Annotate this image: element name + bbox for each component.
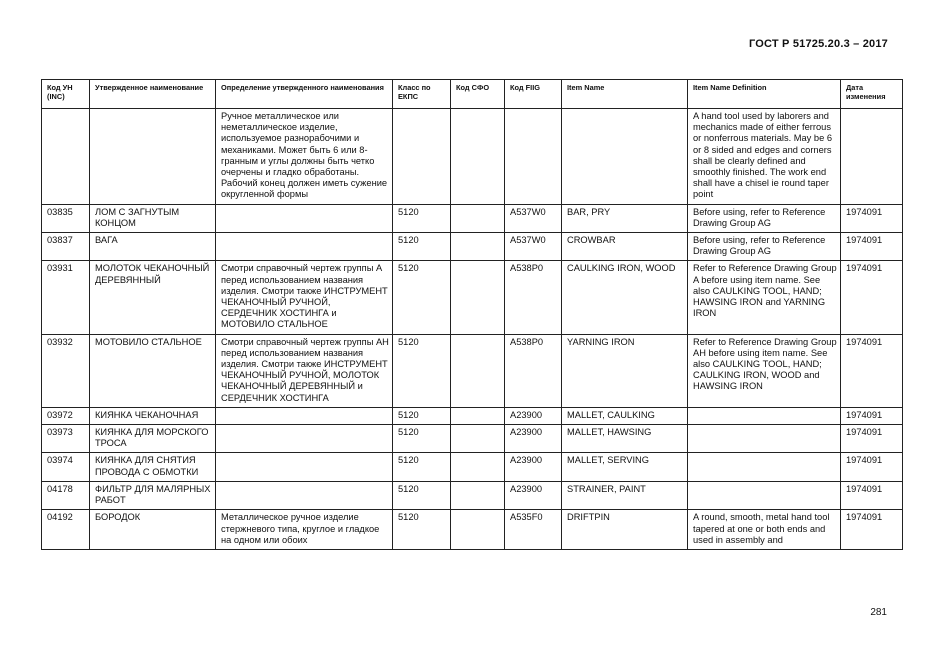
- cell-sfo-code: [451, 453, 505, 481]
- cell-approved-name: ВАГА: [90, 233, 216, 261]
- cell-item-name-definition: [688, 407, 841, 424]
- cell-approved-name: ФИЛЬТР ДЛЯ МАЛЯРНЫХ РАБОТ: [90, 481, 216, 509]
- table-row: [42, 510, 903, 550]
- cell-change-date: 1974091: [841, 334, 903, 407]
- table-row: [42, 407, 903, 424]
- table-row: [42, 425, 903, 453]
- cell-sfo-code: [451, 233, 505, 261]
- cell-definition: [216, 407, 393, 424]
- cell-change-date: [841, 109, 903, 205]
- cell-ekps-class: 5120: [393, 204, 451, 232]
- col-header-change-date: Дата изменения: [841, 80, 903, 109]
- cell-inc: [42, 109, 90, 205]
- cell-ekps-class: [393, 109, 451, 205]
- cell-ekps-class: 5120: [393, 510, 451, 550]
- cell-item-name-definition: Before using, refer to Reference Drawing Group AG: [688, 204, 841, 232]
- classification-table: [41, 79, 903, 550]
- table-row: [42, 334, 903, 407]
- cell-item-name: YARNING IRON: [562, 334, 688, 407]
- cell-definition: [216, 453, 393, 481]
- cell-item-name-definition: [688, 425, 841, 453]
- cell-fiig-code: A537W0: [505, 233, 562, 261]
- cell-inc: 04178: [42, 481, 90, 509]
- cell-sfo-code: [451, 334, 505, 407]
- col-header-ekps-class: Класс по ЕКПС: [393, 80, 451, 109]
- cell-inc: 03932: [42, 334, 90, 407]
- cell-sfo-code: [451, 481, 505, 509]
- cell-fiig-code: [505, 109, 562, 205]
- cell-fiig-code: A538P0: [505, 334, 562, 407]
- cell-approved-name: БОРОДОК: [90, 510, 216, 550]
- cell-item-name-definition: Before using, refer to Reference Drawing Group AG: [688, 233, 841, 261]
- cell-fiig-code: A23900: [505, 407, 562, 424]
- cell-fiig-code: A538P0: [505, 261, 562, 334]
- cell-sfo-code: [451, 109, 505, 205]
- cell-change-date: 1974091: [841, 510, 903, 550]
- cell-change-date: 1974091: [841, 425, 903, 453]
- cell-item-name-definition: [688, 453, 841, 481]
- cell-inc: 03931: [42, 261, 90, 334]
- cell-item-name: DRIFTPIN: [562, 510, 688, 550]
- cell-inc: 03835: [42, 204, 90, 232]
- cell-definition: Ручное металлическое или неметаллическое изделие, используемое разнорабочими и механиками. Может быть 6 или 8-гранным и углы должны быть четко очерчены и гладко обработаны. Рабочий конец должен иметь сужение округленной формы: [216, 109, 393, 205]
- cell-approved-name: МОЛОТОК ЧЕКАНОЧНЫЙ ДЕРЕВЯННЫЙ: [90, 261, 216, 334]
- cell-definition: [216, 425, 393, 453]
- cell-inc: 04192: [42, 510, 90, 550]
- cell-ekps-class: 5120: [393, 233, 451, 261]
- cell-inc: 03974: [42, 453, 90, 481]
- cell-item-name: CROWBAR: [562, 233, 688, 261]
- col-header-approved-name: Утвержденное наименование: [90, 80, 216, 109]
- cell-item-name: MALLET, HAWSING: [562, 425, 688, 453]
- cell-definition: Смотри справочный чертеж группы АН перед использованием названия изделия. Смотри также ИНСТРУМЕНТ ЧЕКАНОЧНЫЙ РУЧНОЙ, МОЛОТОК ЧЕКАНОЧНЫЙ ДЕРЕВЯННЫЙ и СЕРДЕЧНИК ХОСТИНГА: [216, 334, 393, 407]
- cell-fiig-code: A23900: [505, 481, 562, 509]
- document-standard-title: ГОСТ Р 51725.20.3 – 2017: [748, 38, 888, 50]
- col-header-item-name-definition: Item Name Definition: [688, 80, 841, 109]
- cell-item-name: CAULKING IRON, WOOD: [562, 261, 688, 334]
- cell-change-date: 1974091: [841, 453, 903, 481]
- cell-definition: [216, 481, 393, 509]
- cell-ekps-class: 5120: [393, 261, 451, 334]
- cell-sfo-code: [451, 204, 505, 232]
- col-header-item-name: Item Name: [562, 80, 688, 109]
- cell-item-name: MALLET, SERVING: [562, 453, 688, 481]
- table-row: [42, 109, 903, 205]
- table-row: [42, 481, 903, 509]
- cell-ekps-class: 5120: [393, 425, 451, 453]
- cell-approved-name: КИЯНКА ДЛЯ СНЯТИЯ ПРОВОДА С ОБМОТКИ: [90, 453, 216, 481]
- cell-item-name-definition: Refer to Reference Drawing Group AH before using item name. See also CAULKING TOOL, HAND; CAULKING IRON, WOOD and HAWSING IRON: [688, 334, 841, 407]
- cell-definition: [216, 204, 393, 232]
- cell-ekps-class: 5120: [393, 453, 451, 481]
- cell-change-date: 1974091: [841, 204, 903, 232]
- cell-ekps-class: 5120: [393, 407, 451, 424]
- col-header-fiig-code: Код FIIG: [505, 80, 562, 109]
- cell-definition: [216, 233, 393, 261]
- cell-change-date: 1974091: [841, 233, 903, 261]
- cell-sfo-code: [451, 261, 505, 334]
- cell-approved-name: [90, 109, 216, 205]
- cell-item-name-definition: [688, 481, 841, 509]
- cell-fiig-code: A23900: [505, 425, 562, 453]
- cell-item-name-definition: Refer to Reference Drawing Group A before using item name. See also CAULKING TOOL, HAND; HAWSING IRON and YARNING IRON: [688, 261, 841, 334]
- col-header-inc: Код УН (INC): [42, 80, 90, 109]
- cell-inc: 03973: [42, 425, 90, 453]
- cell-sfo-code: [451, 510, 505, 550]
- cell-change-date: 1974091: [841, 261, 903, 334]
- cell-sfo-code: [451, 407, 505, 424]
- cell-item-name: BAR, PRY: [562, 204, 688, 232]
- cell-sfo-code: [451, 425, 505, 453]
- cell-ekps-class: 5120: [393, 334, 451, 407]
- cell-ekps-class: 5120: [393, 481, 451, 509]
- table-row: [42, 233, 903, 261]
- cell-item-name-definition: A round, smooth, metal hand tool tapered at one or both ends and used in assembly and: [688, 510, 841, 550]
- cell-approved-name: КИЯНКА ЧЕКАНОЧНАЯ: [90, 407, 216, 424]
- cell-item-name: [562, 109, 688, 205]
- cell-approved-name: МОТОВИЛО СТАЛЬНОЕ: [90, 334, 216, 407]
- table-header-row: [42, 80, 903, 109]
- cell-item-name-definition: A hand tool used by laborers and mechanics made of either ferrous or nonferrous materials. May be 6 or 8 sided and edges and corners shall be clearly defined and smoothly finished. The work end shall have a chisel ie round taper point: [688, 109, 841, 205]
- cell-fiig-code: A23900: [505, 453, 562, 481]
- col-header-sfo-code: Код СФО: [451, 80, 505, 109]
- cell-approved-name: ЛОМ С ЗАГНУТЫМ КОНЦОМ: [90, 204, 216, 232]
- cell-inc: 03972: [42, 407, 90, 424]
- page-number: 281: [870, 607, 887, 618]
- table-row: [42, 453, 903, 481]
- col-header-definition: Определение утвержденного наименования: [216, 80, 393, 109]
- cell-item-name: STRAINER, PAINT: [562, 481, 688, 509]
- cell-definition: Смотри справочный чертеж группы А перед использованием названия изделия. Смотри также ИНСТРУМЕНТ ЧЕКАНОЧНЫЙ РУЧНОЙ, СЕРДЕЧНИК ХОСТИНГА и МОТОВИЛО СТАЛЬНОЕ: [216, 261, 393, 334]
- cell-item-name: MALLET, CAULKING: [562, 407, 688, 424]
- table-row: [42, 261, 903, 334]
- cell-fiig-code: A535F0: [505, 510, 562, 550]
- table-row: [42, 204, 903, 232]
- cell-inc: 03837: [42, 233, 90, 261]
- cell-approved-name: КИЯНКА ДЛЯ МОРСКОГО ТРОСА: [90, 425, 216, 453]
- cell-change-date: 1974091: [841, 407, 903, 424]
- cell-change-date: 1974091: [841, 481, 903, 509]
- cell-fiig-code: A537W0: [505, 204, 562, 232]
- cell-definition: Металлическое ручное изделие стержневого типа, круглое и гладкое на одном или обоих: [216, 510, 393, 550]
